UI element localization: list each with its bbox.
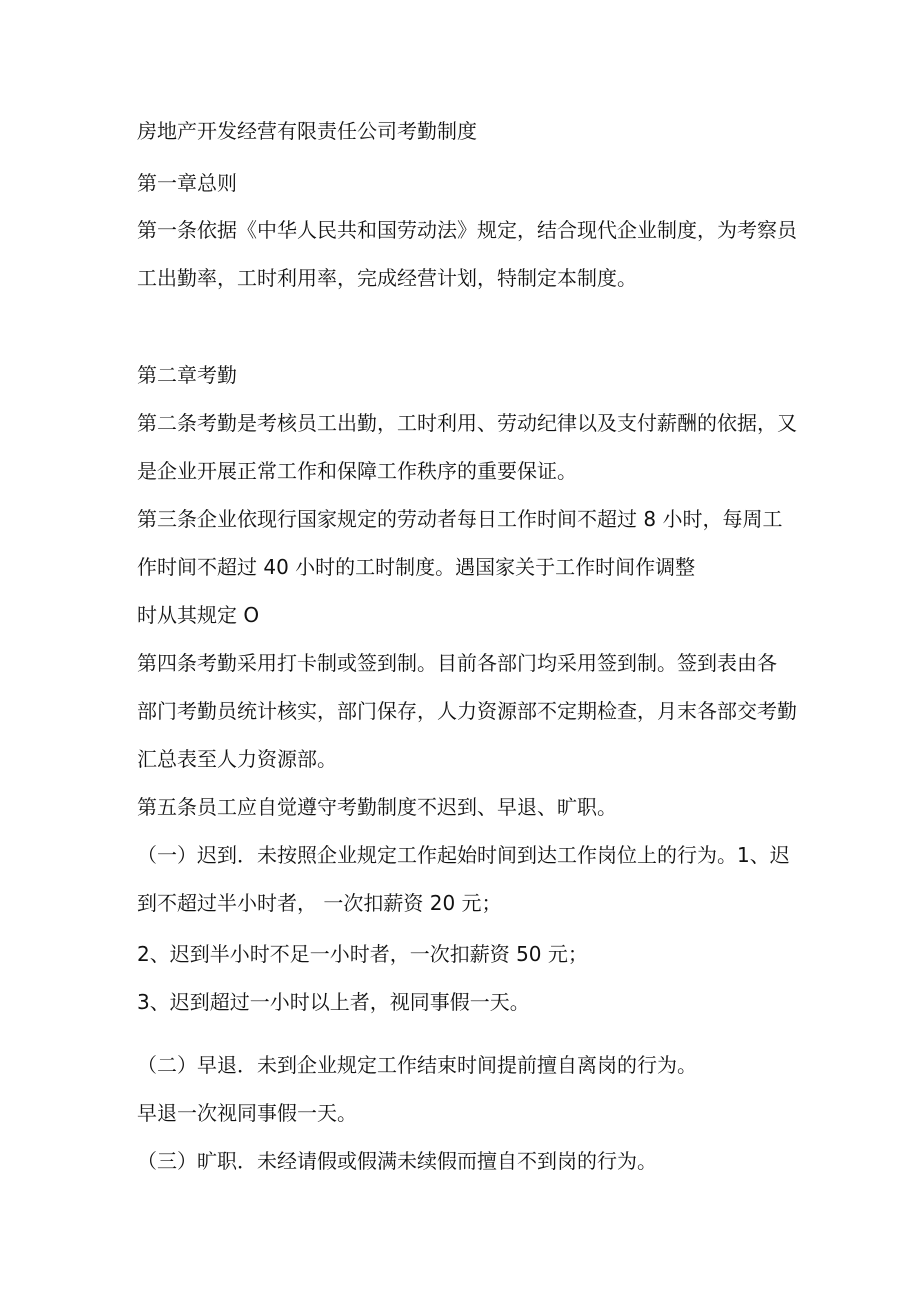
paragraph-line: 到不超过半小时者， 一次扣薪资 20 元；	[137, 891, 502, 915]
paragraph-line: 第五条员工应自觉遵守考勤制度不迟到、早退、旷职。	[137, 795, 617, 819]
paragraph-line: 早退一次视同事假一天。	[137, 1101, 357, 1125]
paragraph-line: 第四条考勤采用打卡制或签到制。目前各部门均采用签到制。签到表由各	[137, 651, 777, 675]
paragraph-line: 3、迟到超过一小时以上者，视同事假一天。	[137, 990, 530, 1014]
paragraph-line: （一）迟到．未按照企业规定工作起始时间到达工作岗位上的行为。1、迟	[137, 843, 790, 867]
paragraph-line: 工出勤率，工时利用率，完成经营计划，特制定本制度。	[137, 266, 637, 290]
paragraph-line: 第二条考勤是考核员工出勤，工时利用、劳动纪律以及支付薪酬的依据，又	[137, 411, 797, 435]
paragraph-line: （三）旷职．未经请假或假满未续假而擅自不到岗的行为。	[137, 1149, 657, 1173]
paragraph-line: 第三条企业依现行国家规定的劳动者每日工作时间不超过 8 小时，每周工	[137, 507, 783, 531]
paragraph-line: 汇总表至人力资源部。	[137, 747, 337, 771]
chapter-heading: 第二章考勤	[137, 363, 237, 387]
paragraph-line: 作时间不超过 40 小时的工时制度。遇国家关于工作时间作调整	[137, 555, 696, 579]
paragraph-line: （二）早退．未到企业规定工作结束时间提前擅自离岗的行为。	[137, 1053, 697, 1077]
paragraph-line: 是企业开展正常工作和保障工作秩序的重要保证。	[137, 459, 577, 483]
paragraph-line: 部门考勤员统计核实，部门保存，人力资源部不定期检查，月末各部交考勤	[137, 699, 797, 723]
paragraph-line: 2、迟到半小时不足一小时者，一次扣薪资 50 元；	[137, 942, 588, 966]
chapter-heading: 第一章总则	[137, 171, 237, 195]
document-title: 房地产开发经营有限责任公司考勤制度	[137, 119, 477, 143]
paragraph-line: 时从其规定 O	[137, 603, 260, 627]
paragraph-line: 第一条依据《中华人民共和国劳动法》规定，结合现代企业制度，为考察员	[137, 218, 797, 242]
